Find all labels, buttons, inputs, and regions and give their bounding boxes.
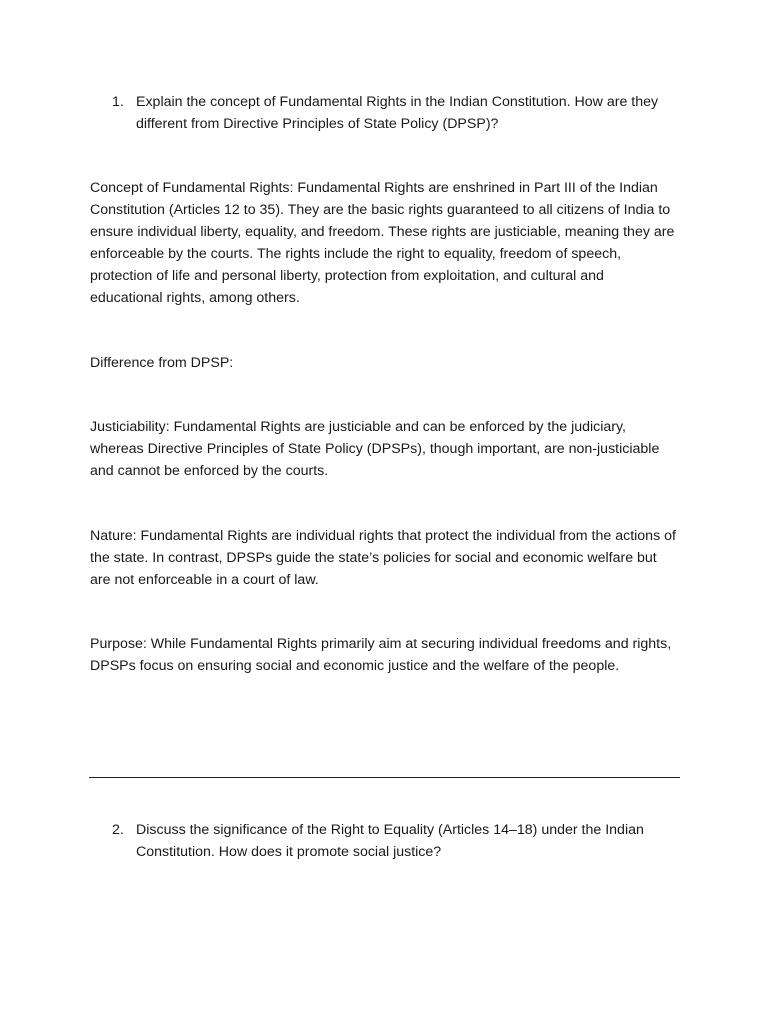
question-1-text: Explain the concept of Fundamental Rights in the Indian Constitution. How are they different from Directive Principles of State Policy (DPSP)?	[136, 94, 659, 132]
purpose-paragraph: Purpose: While Fundamental Rights primarily aim at securing individual freedoms and rights, DPSPs focus on ensuring social and economic justice and the welfare of the people.	[90, 636, 672, 674]
nature-paragraph: Nature: Fundamental Rights are individual rights that protect the individual from the actions of the state. In contrast, DPSPs guide the state’s policies for social and economic welfare but are not enforceable in a court of law.	[90, 528, 676, 588]
question-1-number: 1.	[112, 94, 124, 110]
justiciability-paragraph: Justiciability: Fundamental Rights are justiciable and can be enforced by the judiciary, whereas Directive Principles of State Policy (DPSPs), though important, are non-justiciable and cannot be enforced by the courts.	[90, 419, 660, 479]
concept-paragraph: Concept of Fundamental Rights: Fundamental Rights are enshrined in Part III of the Indian Constitution (Articles 12 to 35). They are the basic rights guaranteed to all citizens of India to ensure individual liberty, equality, and freedom. These rights are justiciable, meaning they are enforceable by the courts. The rights include the right to equality, freedom of speech, protection of life and personal liberty, protection from exploitation, and cultural and educational rights, among others.	[90, 180, 675, 306]
question-2-text: Discuss the significance of the Right to Equality (Articles 14–18) under the Indian Constitution. How does it promote social justice?	[136, 822, 644, 860]
question-2	[112, 819, 682, 863]
question-1	[112, 91, 682, 135]
horizontal-divider	[89, 777, 680, 778]
question-2-number: 2.	[112, 822, 124, 838]
difference-heading: Difference from DPSP:	[90, 355, 234, 371]
